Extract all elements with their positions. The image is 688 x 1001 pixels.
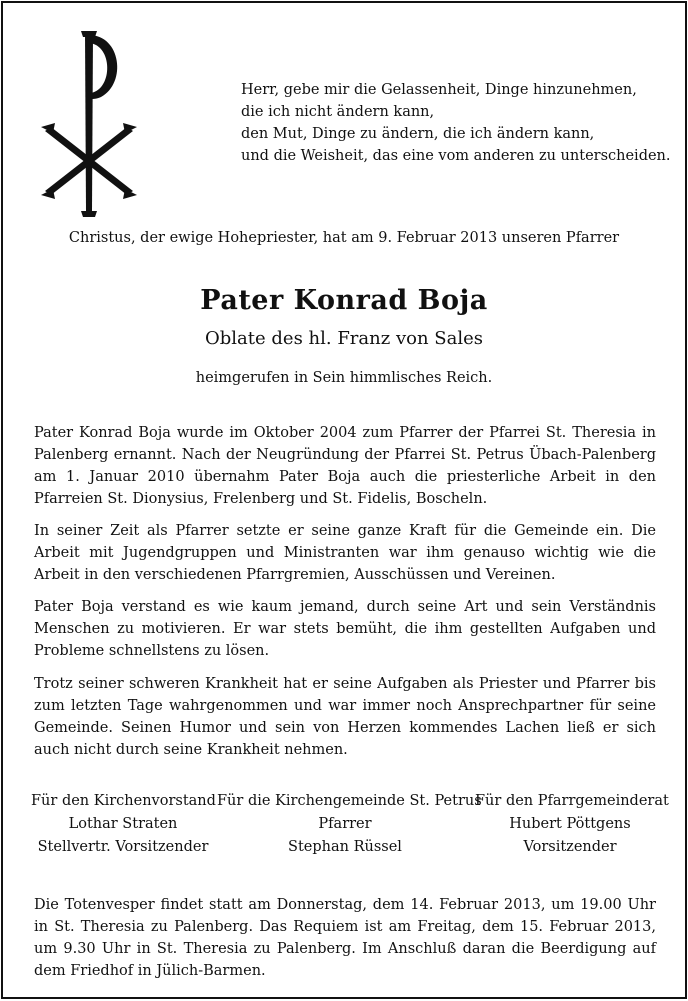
- signature-block-pfarrgemeinderat: [475, 790, 669, 859]
- prayer-line: und die Weisheit, das eine vom anderen zu unterscheiden.: [241, 148, 671, 164]
- intro-line: Christus, der ewige Hohepriester, hat am 9. Februar 2013 unseren Pfarrer: [68, 230, 620, 246]
- body-paragraph: Pater Boja verstand es wie kaum jemand, durch seine Art und sein Verständnis Menschen zu motivieren. Er war stets bemüht, die ihm gestellten Aufgaben und Probleme schnellstens zu lösen.: [34, 599, 656, 659]
- body-paragraph: In seiner Zeit als Pfarrer setzte er seine ganze Kraft für die Gemeinde ein. Die Arbeit mit Jugendgruppen und Ministranten war ihm genauso wichtig wie die Arbeit in den verschiedenen Pfarrgremien, Ausschüssen und Vereinen.: [34, 523, 656, 583]
- signature-org: Für die Kirchengemeinde St. Petrus: [217, 793, 482, 809]
- signature-org: Für den Kirchenvorstand: [31, 793, 216, 809]
- signature-role: Stellvertr. Vorsitzender: [37, 839, 209, 855]
- signature-org: Für den Pfarrgemeinderat: [475, 793, 669, 809]
- signature-name: Stephan Rüssel: [288, 839, 402, 855]
- body-paragraph: Pater Konrad Boja wurde im Oktober 2004 zum Pfarrer der Pfarrei St. Theresia in Palenberg ernannt. Nach der Neugründung der Pfarrei St. Petrus Übach-Palenberg am 1. Januar 2010 übernahm Pater Boja auch die priesterliche Arbeit in den Pfarreien St. Dionysius, Frelenberg und St. Fidelis, Boscheln.: [34, 425, 656, 507]
- signature-name: Lothar Straten: [68, 816, 178, 832]
- prayer-line: die ich nicht ändern kann,: [241, 104, 435, 120]
- signature-name: Hubert Pöttgens: [509, 816, 631, 832]
- chi-rho-icon: [41, 23, 137, 218]
- prayer-quote: [241, 79, 671, 167]
- deceased-name: Pater Konrad Boja: [200, 285, 488, 316]
- obituary-notice: [1, 1, 687, 999]
- signature-role: Pfarrer: [318, 816, 372, 832]
- prayer-line: den Mut, Dinge zu ändern, die ich ändern kann,: [241, 126, 595, 142]
- prayer-line: Herr, gebe mir die Gelassenheit, Dinge hinzunehmen,: [241, 82, 637, 98]
- signature-role: Vorsitzender: [523, 839, 617, 855]
- service-details: Die Totenvesper findet statt am Donnerstag, dem 14. Februar 2013, um 19.00 Uhr in St. Theresia zu Palenberg. Das Requiem ist am Freitag, dem 15. Februar 2013, um 9.30 Uhr in St. Theresia zu Palenberg. Im Anschluß daran die Beerdigung auf dem Friedhof in Jülich-Barmen.: [34, 897, 656, 979]
- signature-block-kirchenvorstand: [31, 790, 215, 859]
- called-home-line: heimgerufen in Sein himmlisches Reich.: [195, 370, 493, 386]
- religious-order: Oblate des hl. Franz von Sales: [205, 328, 483, 349]
- body-paragraph: Trotz seiner schweren Krankheit hat er seine Aufgaben als Priester und Pfarrer bis zum letzten Tage wahrgenommen und war immer noch Ansprechpartner für seine Gemeinde. Seinen Humor und sein von Herzen kommendes Lachen ließ er sich auch nicht durch seine Krankheit nehmen.: [34, 676, 656, 758]
- signature-block-kirchengemeinde: [217, 790, 482, 859]
